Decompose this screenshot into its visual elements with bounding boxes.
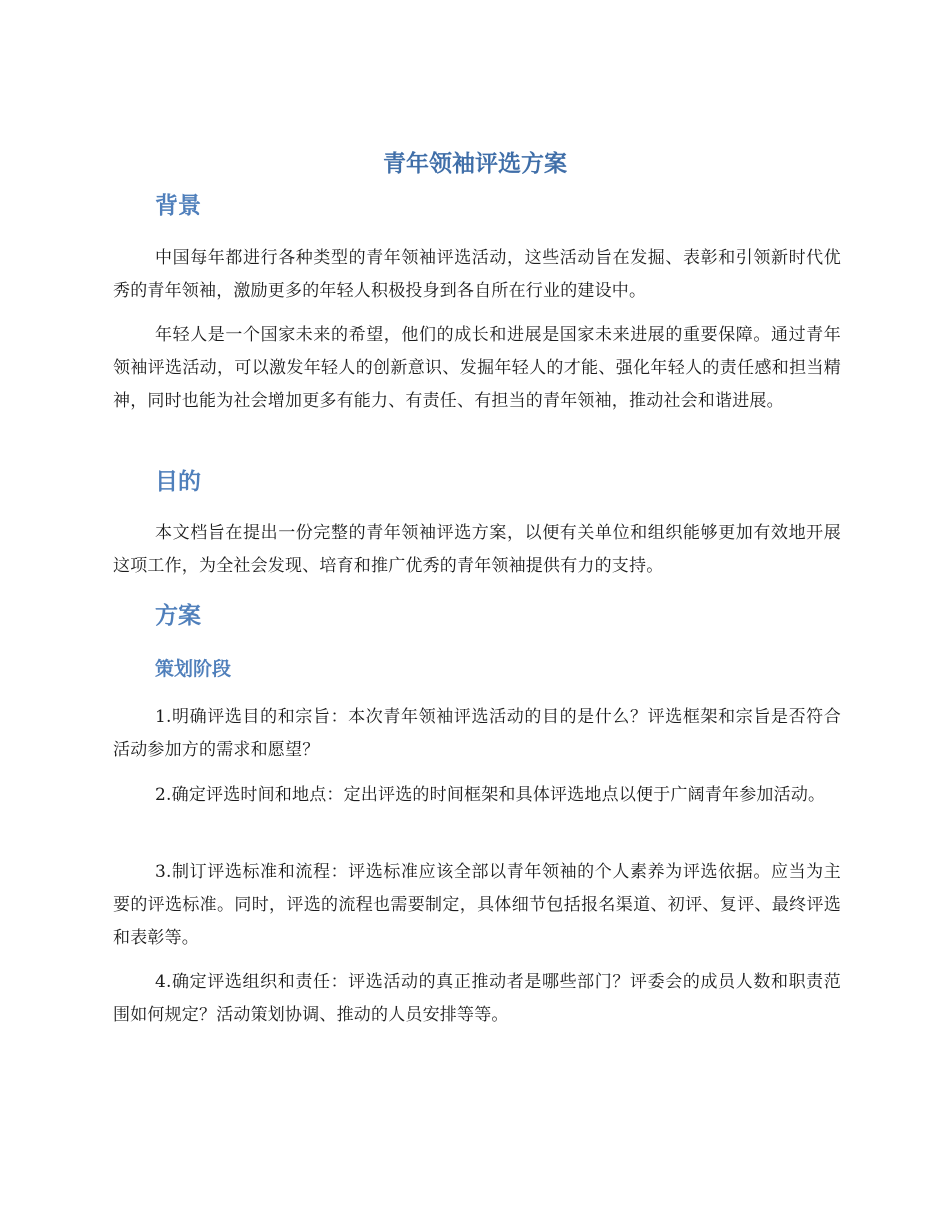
subsection-heading-planning-stage: 策划阶段 bbox=[155, 658, 232, 680]
section-heading-background: 背景 bbox=[155, 193, 201, 219]
background-paragraph-2: 年轻人是一个国家未来的希望，他们的成长和进展是国家未来进展的重要保障。通过青年领袖评选活动，可以激发年轻人的创新意识、发掘年轻人的才能、强化年轻人的责任感和担当精神，同时也能为社会增加更多有能力、有责任、有担当的青年领袖，推动社会和谐进展。 bbox=[113, 325, 841, 411]
planning-item-1: 1.明确评选目的和宗旨：本次青年领袖评选活动的目的是什么？评选框架和宗旨是否符合活动参加方的需求和愿望？ bbox=[113, 707, 841, 760]
planning-item-2: 2.确定评选时间和地点：定出评选的时间框架和具体评选地点以便于广阔青年参加活动。 bbox=[155, 785, 826, 805]
background-paragraph-1: 中国每年都进行各种类型的青年领袖评选活动，这些活动旨在发掘、表彰和引领新时代优秀的青年领袖，激励更多的年轻人积极投身到各自所在行业的建设中。 bbox=[113, 248, 841, 301]
planning-item-4: 4.确定评选组织和责任：评选活动的真正推动者是哪些部门？评委会的成员人数和职责范围如何规定？活动策划协调、推动的人员安排等等。 bbox=[113, 972, 841, 1025]
document-title: 青年领袖评选方案 bbox=[383, 151, 567, 177]
section-heading-purpose: 目的 bbox=[155, 469, 201, 495]
section-heading-plan: 方案 bbox=[155, 603, 201, 629]
planning-item-3: 3.制订评选标准和流程：评选标准应该全部以青年领袖的个人素养为评选依据。应当为主要的评选标准。同时，评选的流程也需要制定，具体细节包括报名渠道、初评、复评、最终评选和表彰等。 bbox=[113, 862, 841, 948]
purpose-paragraph-1: 本文档旨在提出一份完整的青年领袖评选方案，以便有关单位和组织能够更加有效地开展这项工作，为全社会发现、培育和推广优秀的青年领袖提供有力的支持。 bbox=[113, 523, 841, 576]
